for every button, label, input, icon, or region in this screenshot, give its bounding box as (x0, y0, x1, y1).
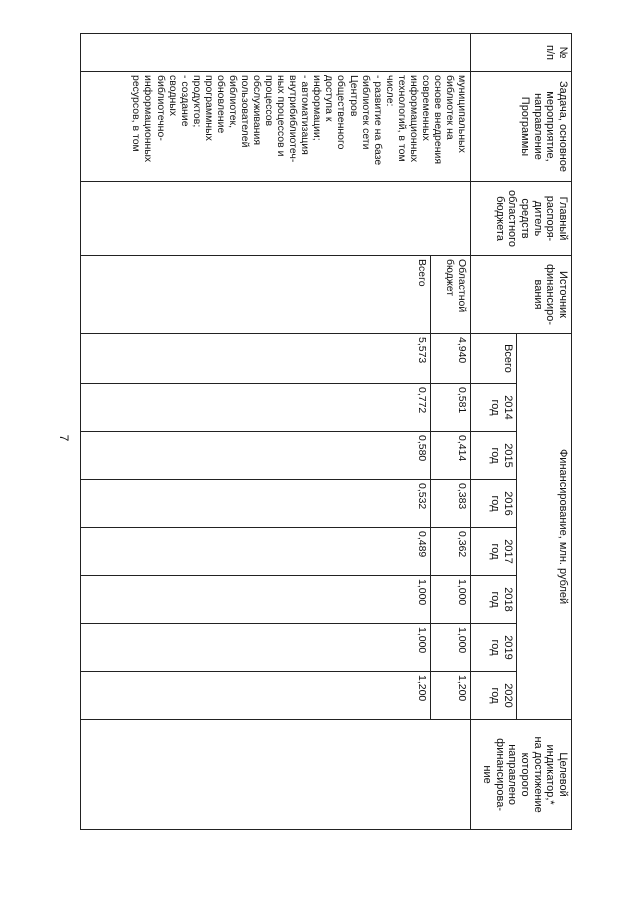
value-2016: 0,383 (431, 480, 471, 528)
financing-table (80, 33, 572, 830)
table-sheet (80, 33, 572, 829)
header-source: Источник финансиро- вания (471, 256, 572, 334)
page-number: 7 (57, 434, 71, 442)
header-2018: 2018 год (471, 576, 517, 624)
source-cell: Всего (81, 256, 431, 334)
value-2014: 0,772 (81, 384, 431, 432)
header-2017: 2017 год (471, 528, 517, 576)
value-2017: 0,362 (431, 528, 471, 576)
source-cell: Областной бюджет (431, 256, 471, 334)
header-2015: 2015 год (471, 432, 517, 480)
value-2014: 0,581 (431, 384, 471, 432)
value-2018: 1,000 (81, 576, 431, 624)
row-number-cell (81, 34, 471, 72)
header-2016: 2016 год (471, 480, 517, 528)
value-2019: 1,000 (81, 624, 431, 672)
header-indicator: Целевой индикатор,* на достижение которого направлено финансирова- ние (471, 720, 572, 830)
header-total: Всего (471, 334, 517, 384)
header-manager: Главный распоря- дитель средств областного бюджета (471, 182, 572, 256)
value-2020: 1,200 (431, 672, 471, 720)
value-2018: 1,000 (431, 576, 471, 624)
header-num: № п/п (471, 34, 572, 72)
header-2014: 2014 год (471, 384, 517, 432)
header-task: Задача, основное мероприятие, направление Программы (471, 72, 572, 182)
total-cell: 5,573 (81, 334, 431, 384)
value-2015: 0,414 (431, 432, 471, 480)
header-financing: Финансирование, млн. рублей (517, 334, 572, 720)
rotated-table-wrapper (80, 33, 572, 829)
value-2015: 0,580 (81, 432, 431, 480)
header-row-1 (517, 34, 572, 830)
value-2020: 1,200 (81, 672, 431, 720)
total-cell: 4,940 (431, 334, 471, 384)
task-description: муниципальных библиотек на основе внедрения современных информационных технологий, в том числе: - развитие на базе библиотек сети Центров общественного доступа к информации; - автоматизация внутрибиблиотеч- ных процессов и процессов обслуживания пользователей библиотек, обновление программных продуктов; - создание сводных библиотечно- информационных ресурсов, в том (81, 72, 471, 182)
value-2016: 0,532 (81, 480, 431, 528)
manager-cell (81, 182, 471, 256)
value-2019: 1,000 (431, 624, 471, 672)
header-2019: 2019 год (471, 624, 517, 672)
indicator-cell (81, 720, 471, 830)
value-2017: 0,489 (81, 528, 431, 576)
table-row (431, 34, 471, 830)
header-2020: 2020 год (471, 672, 517, 720)
